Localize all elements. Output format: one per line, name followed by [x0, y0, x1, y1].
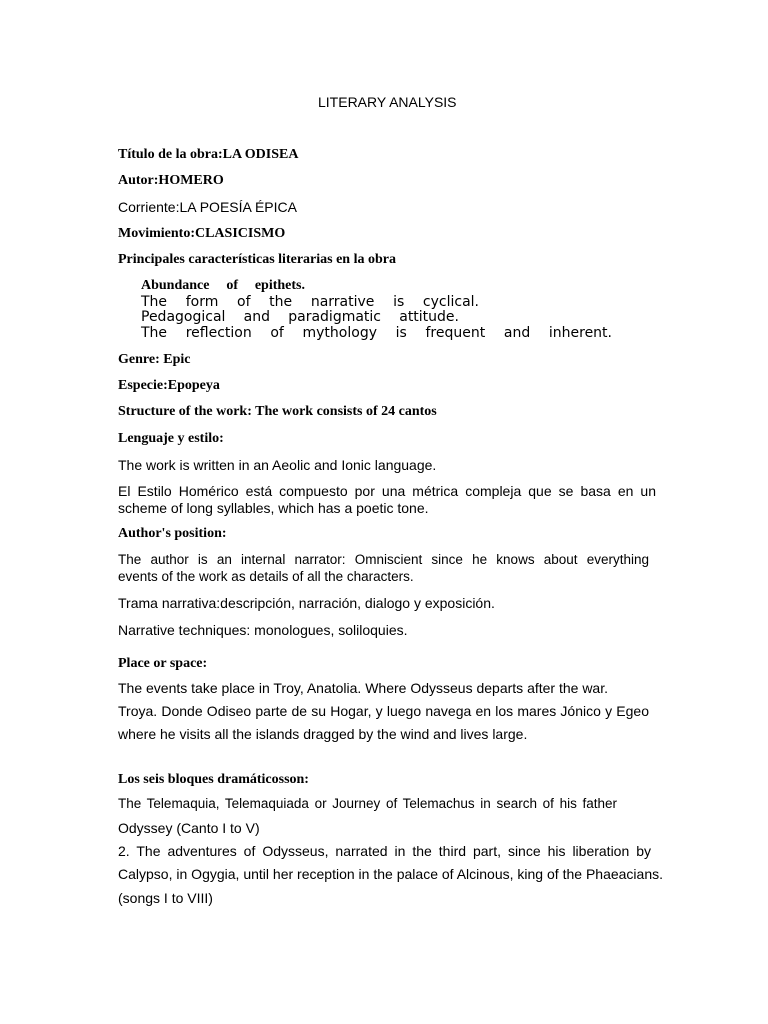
techniques-line: Narrative techniques: monologues, soliloquies. — [118, 622, 408, 638]
language-paragraph-1: The work is written in an Aeolic and Ionic language. — [118, 457, 437, 473]
place-text: where he visits all the islands dragged by the wind and lives large. — [118, 726, 528, 742]
movement-line: Movimiento:CLASICISMO — [118, 226, 286, 241]
feature-item: The form of the narrative is cyclical. — [141, 294, 479, 310]
language-paragraph-2: scheme of long syllables, which has a poetic tone. — [118, 500, 429, 516]
current-line: Corriente:LA POESÍA ÉPICA — [118, 199, 297, 215]
characteristics-heading: Principales características literarias en la obra — [118, 252, 396, 267]
plot-line: Trama narrativa:descripción, narración, dialogo y exposición. — [118, 595, 495, 611]
species-line: Especie:Epopeya — [118, 378, 220, 393]
structure-line: Structure of the work: The work consists of 24 cantos — [118, 404, 437, 419]
author-line: Autor:HOMERO — [118, 173, 224, 188]
feature-item: Abundance of epithets. — [141, 278, 305, 293]
block-item: The Telemaquia, Telemaquiada or Journey of Telemachus in search of his father — [118, 796, 617, 811]
place-text: The events take place in Troy, Anatolia. Where Odysseus departs after the war. — [118, 680, 608, 696]
blocks-heading: Los seis bloques dramáticosson: — [118, 772, 309, 787]
place-heading: Place or space: — [118, 656, 208, 671]
author-position-heading: Author's position: — [118, 526, 227, 541]
language-paragraph-2: El Estilo Homérico está compuesto por una métrica compleja que se basa en un — [118, 483, 656, 499]
document-title: LITERARY ANALYSIS — [318, 94, 457, 110]
block-item: 2. The adventures of Odysseus, narrated in the third part, since his liberation by — [118, 843, 651, 859]
feature-item: The reflection of mythology is frequent and inherent. — [141, 325, 612, 341]
language-heading: Lenguaje y estilo: — [118, 431, 224, 446]
work-title: Título de la obra:LA ODISEA — [118, 147, 299, 162]
author-position-text: The author is an internal narrator: Omniscient since he knows about everything — [118, 552, 649, 567]
block-item: (songs I to VIII) — [118, 890, 213, 906]
feature-item: Pedagogical and paradigmatic attitude. — [141, 309, 459, 325]
block-item: Calypso, in Ogygia, until her reception in the palace of Alcinous, king of the Phaeacians. — [118, 866, 663, 882]
place-text: Troya. Donde Odiseo parte de su Hogar, y luego navega en los mares Jónico y Egeo — [118, 703, 649, 719]
genre-line: Genre: Epic — [118, 352, 191, 367]
author-position-text: events of the work as details of all the characters. — [118, 569, 414, 584]
block-item: Odyssey (Canto I to V) — [118, 820, 260, 836]
